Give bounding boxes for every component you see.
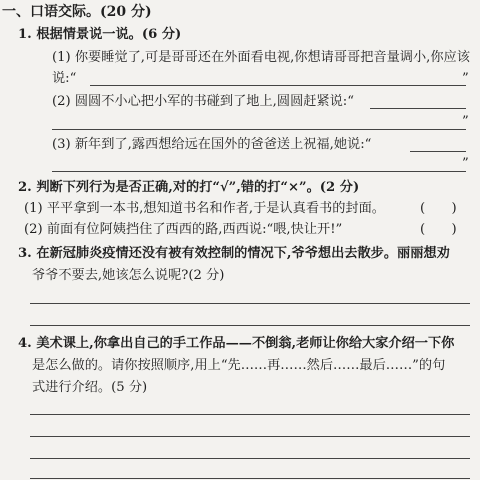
q1-sub2-text: (2) 圆圆不小心把小军的书碰到了地上,圆圆赶紧说:“ [52, 94, 354, 109]
q1-sub1-line1: (1) 你要睡觉了,可是哥哥还在外面看电视,你想请哥哥把音量调小,你应该 [52, 50, 470, 65]
q3-line2: 爷爷不要去,她该怎么说呢?(2 分) [32, 268, 225, 283]
q2-item1-answer-box[interactable]: ( ) [420, 201, 457, 216]
q4-answer-line-1[interactable] [30, 414, 470, 415]
q4-line1: 4. 美术课上,你拿出自己的手工作品——不倒翁,老师让你给大家介绍一下你 [18, 336, 455, 351]
q3-line1: 3. 在新冠肺炎疫情还没有被有效控制的情况下,爷爷想出去散步。丽丽想劝 [18, 246, 450, 261]
q4-answer-line-4[interactable] [30, 478, 470, 479]
q2-item1-text: (1) 平平拿到一本书,想知道书名和作者,于是认真看书的封面。 [24, 201, 385, 216]
q3-answer-line-1[interactable] [30, 303, 470, 304]
section-title: 一、口语交际。(20 分) [2, 4, 152, 20]
q1-sub2-close-quote: ” [462, 114, 469, 129]
q1-sub1-line2: 说:“ [52, 71, 77, 86]
q2-item2-answer-box[interactable]: ( ) [420, 222, 457, 237]
q1-header: 1. 根据情景说一说。(6 分) [18, 27, 182, 42]
q4-answer-line-2[interactable] [30, 436, 470, 437]
q4-answer-line-3[interactable] [30, 458, 470, 459]
q4-line2: 是怎么做的。请你按照顺序,用上“先……再……然后……最后……”的句 [32, 358, 446, 373]
q1-sub3-answer-line-1[interactable] [410, 151, 466, 152]
q3-answer-line-2[interactable] [30, 325, 470, 326]
q2-item2-text: (2) 前面有位阿姨挡住了西西的路,西西说:“喂,快让开!” [24, 222, 343, 237]
q2-header: 2. 判断下列行为是否正确,对的打“√”,错的打“×”。(2 分) [18, 180, 360, 195]
q1-sub2-answer-line-1[interactable] [370, 108, 466, 109]
q1-sub3-close-quote: ” [462, 156, 469, 171]
q1-sub2-answer-line-2[interactable] [52, 129, 466, 130]
q1-sub1-answer-line[interactable] [90, 85, 466, 86]
q1-sub1-close-quote: ” [462, 71, 469, 86]
q1-sub3-answer-line-2[interactable] [52, 171, 466, 172]
q4-line3: 式进行介绍。(5 分) [32, 380, 148, 395]
q1-sub3-text: (3) 新年到了,露西想给远在国外的爸爸送上祝福,她说:“ [52, 137, 372, 152]
